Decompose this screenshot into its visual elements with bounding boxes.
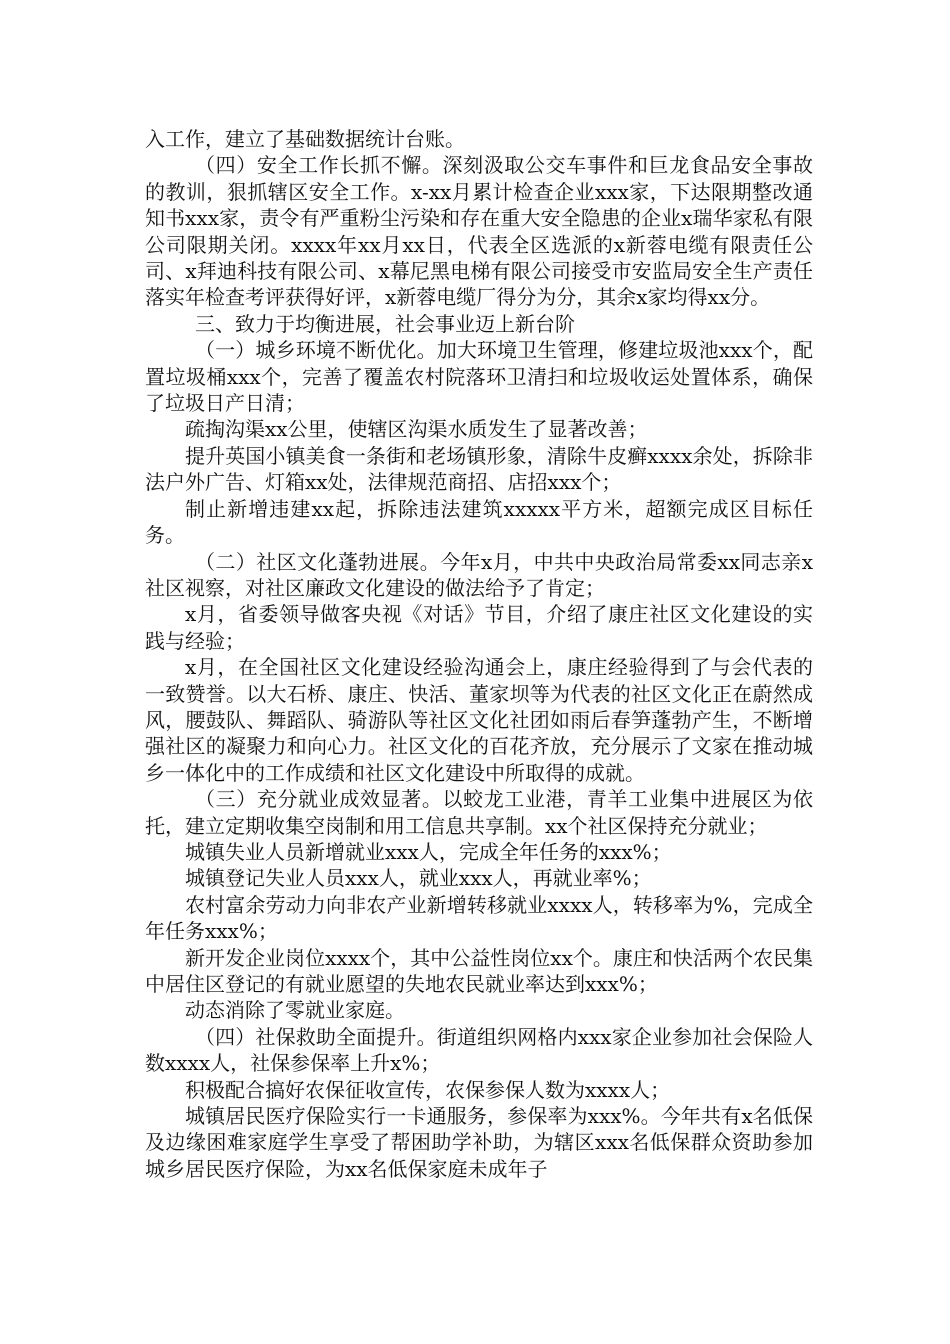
paragraph: （三）充分就业成效显著。以蛟龙工业港，青羊工业集中进展区为依托，建立定期收集空岗制和用工信息共享制。xx个社区保持充分就业； [145,787,813,838]
paragraph: （四）安全工作长抓不懈。深刻汲取公交车事件和巨龙食品安全事故的教训，狠抓辖区安全工作。x-xx月累计检查企业xxx家，下达限期整改通知书xxx家，责令有严重粉尘污染和存在重大安全隐患的企业x瑞华家私有限公司限期关闭。xxxx年xx月xx日，代表全区选派的x新蓉电缆有限责任公司、x拜迪科技有限公司、x幕尼黑电梯有限公司接受市安监局安全生产责任落实年检查考评获得好评，x新蓉电缆厂得分为分，其余x家均得xx分。 [145,153,813,310]
paragraph: 积极配合搞好农保征收宣传，农保参保人数为xxxx人； [185,1077,671,1102]
paragraph: （二）社区文化蓬勃进展。今年x月，中共中央政治局常委xx同志亲x社区视察，对社区廉政文化建设的做法给予了肯定； [145,549,813,600]
paragraph: x月，省委领导做客央视《对话》节目，介绍了康庄社区文化建设的实践与经验； [145,602,813,653]
paragraph: 提升英国小镇美食一条街和老场镇形象，清除牛皮癣xxxx余处，拆除非法户外广告、灯箱xx处，法律规范商招、店招xxx个； [145,443,813,495]
paragraph: （四）社保救助全面提升。街道组织网格内xxx家企业参加社会保险人数xxxx人，社保参保率上升x%； [145,1024,813,1076]
paragraph: 入工作，建立了基础数据统计台账。 [145,127,465,151]
paragraph: x月，在全国社区文化建设经验沟通会上，康庄经验得到了与会代表的一致赞誉。以大石桥、康庄、快活、董家坝等为代表的社区文化正在蔚然成风，腰鼓队、舞蹈队、骑游队等社区文化社团如雨后春笋蓬勃产生，不断增强社区的凝聚力和向心力。社区文化的百花齐放，充分展示了文家在推动城乡一体化中的工作成绩和社区文化建设中所取得的成就。 [145,655,813,785]
paragraph: 城镇登记失业人员xxx人，就业xxx人，再就业率%； [185,866,652,891]
paragraph: 城镇失业人员新增就业xxx人，完成全年任务的xxx%； [185,839,672,864]
document-body [145,126,813,1182]
paragraph: 城镇居民医疗保险实行一卡通服务，参保率为xxx%。今年共有x名低保及边缘困难家庭学生享受了帮困助学补助，为辖区xxx名低保群众资助参加城乡居民医疗保险，为xx名低保家庭未成年子 [145,1104,813,1181]
section-heading: 三、致力于均衡进展，社会事业迈上新台阶 [195,311,575,336]
paragraph: 疏掏沟渠xx公里，使辖区沟渠水质发生了显著改善； [185,417,648,442]
paragraph: 制止新增违建xx起，拆除违法建筑xxxxx平方米，超额完成区目标任务。 [145,496,813,548]
paragraph: （一）城乡环境不断优化。加大环境卫生管理，修建垃圾池xxx个，配置垃圾桶xxx个，完善了覆盖农村院落环卫清扫和垃圾收运处置体系，确保了垃圾日产日清； [145,338,813,416]
paragraph: 农村富余劳动力向非农产业新增转移就业xxxx人，转移率为%，完成全年任务xxx%； [145,892,813,944]
paragraph: 动态消除了零就业家庭。 [185,998,405,1023]
paragraph: 新开发企业岗位xxxx个，其中公益性岗位xx个。康庄和快活两个农民集中居住区登记的有就业愿望的失地农民就业率达到xxx%； [145,945,813,996]
